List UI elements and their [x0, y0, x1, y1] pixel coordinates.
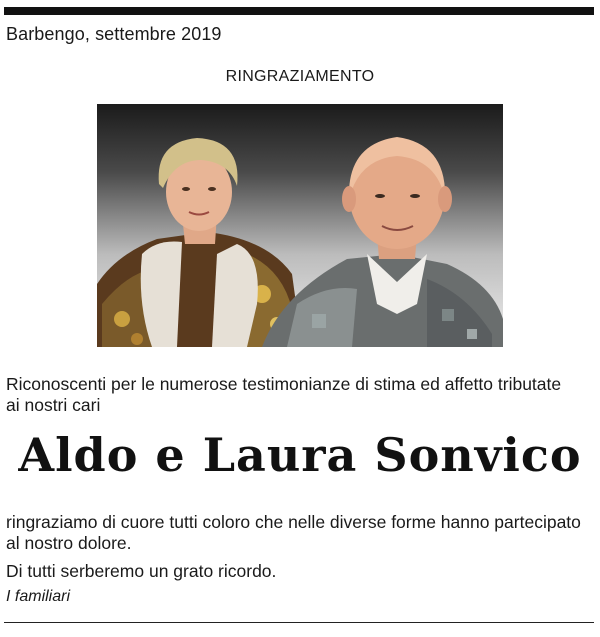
signature: I familiari: [6, 588, 71, 605]
man-figure: [262, 137, 503, 347]
thanks-text: ringraziamo di cuore tutti coloro che nelle diverse forme hanno partecipato al nostro dolore.: [6, 512, 581, 553]
notice-title: RINGRAZIAMENTO: [225, 68, 375, 85]
woman-figure: [97, 138, 302, 347]
place-date: Barbengo, settembre 2019: [6, 24, 222, 44]
bottom-rule: [4, 622, 594, 623]
top-rule: [4, 7, 594, 15]
deceased-names: Aldo e Laura Sonvico: [18, 428, 582, 482]
remember-text: Di tutti serberemo un grato ricordo.: [6, 561, 277, 581]
intro-text: Riconoscenti per le numerose testimonianze di stima ed affetto tributate ai nostri cari: [6, 374, 562, 415]
couple-portrait-photo: [97, 104, 503, 347]
